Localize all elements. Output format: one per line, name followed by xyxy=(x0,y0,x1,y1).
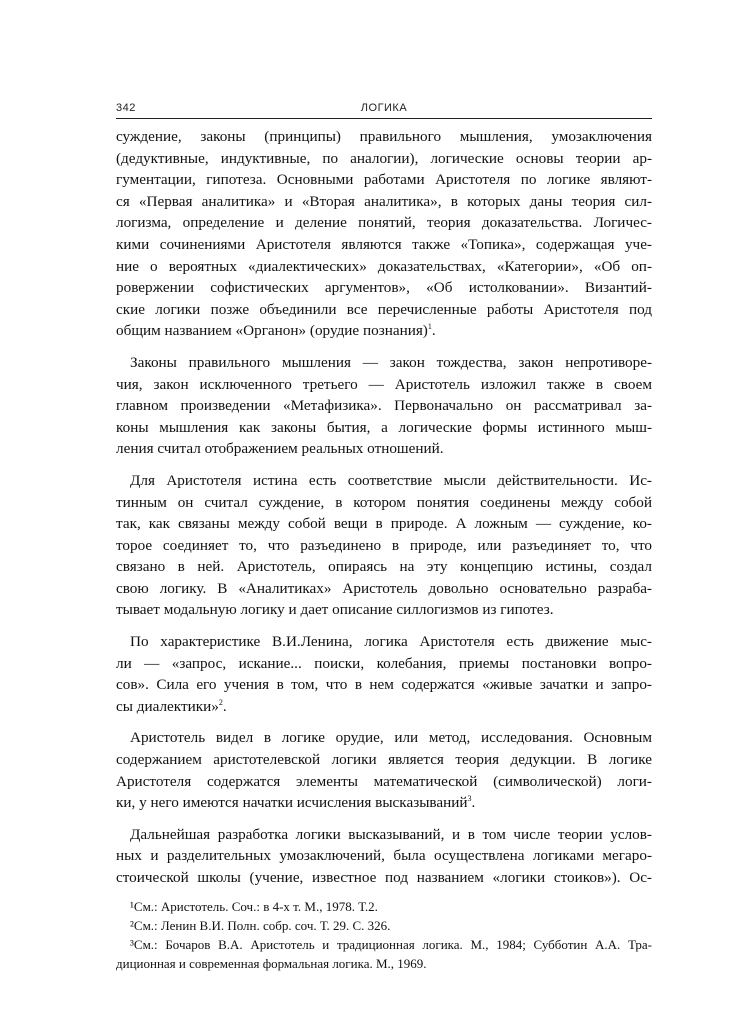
footnote: диционная и современная формальная логика. М., 1969. xyxy=(116,955,427,971)
paragraph xyxy=(116,727,652,813)
footnote: ²См.: Ленин В.И. Полн. собр. соч. Т. 29. С. 326. xyxy=(130,917,391,933)
text-line: ся «Первая аналитика» и «Вторая аналитика», в которых даны теория сил- xyxy=(116,192,652,210)
text-line: Для Аристотеля истина есть соответствие мысли действительности. Ис- xyxy=(130,471,652,489)
footnote-ref: 1 xyxy=(427,322,432,332)
text-line: ления считал отображением реальных отношений. xyxy=(116,440,444,458)
text-line: свою логику. В «Аналитиках» Аристотель довольно основательно разраба- xyxy=(116,579,652,597)
text-line: логизма, определение и деление понятий, теория доказательства. Логичес- xyxy=(116,214,652,232)
page-header xyxy=(116,100,652,119)
text-line: содержанием аристотелевской логики является теория дедукции. В логике xyxy=(116,751,652,769)
text-line: Аристотель видел в логике орудие, или метод, исследования. Основным xyxy=(130,729,652,747)
text-line: ных и разделительных умозаключений, была осуществлена логиками мегаро- xyxy=(116,847,652,865)
text-line: сы диалектики»$^2$. xyxy=(116,697,227,715)
footnote-ref: 3 xyxy=(467,794,472,804)
text-line: торое соединяет то, что разъединено в природе, или разъединяет то, что xyxy=(116,536,652,554)
text-line-content: ки, у него имеются начатки исчисления высказываний xyxy=(116,794,468,812)
text-line: (дедуктивные, индуктивные, по аналогии), логические основы теории ар- xyxy=(116,149,652,167)
page-number: 342 xyxy=(116,102,136,114)
text-line: Аристотеля содержатся элементы математической (символической) логи- xyxy=(116,772,652,790)
text-line: кими сочинениями Аристотеля являются также «Топика», содержащая уче- xyxy=(116,235,652,253)
text-line: Законы правильного мышления — закон тождества, закон непротиворе- xyxy=(130,353,652,371)
text-line: Дальнейшая разработка логики высказываний, и в том числе теории услов- xyxy=(130,825,652,843)
body-text xyxy=(116,126,652,973)
paragraph xyxy=(116,631,652,717)
text-line: суждение, законы (принципы) правильного мышления, умозаключения xyxy=(116,128,652,145)
text-line: главном произведении «Метафизика». Первоначально он рассматривал за- xyxy=(116,397,652,415)
text-line: стоической школы (учение, известное под названием «логики стоиков»). Ос- xyxy=(116,869,652,886)
running-title: ЛОГИКА xyxy=(360,102,408,114)
footnote: ¹См.: Аристотель. Соч.: в 4-х т. М., 1978. Т.2. xyxy=(130,898,378,914)
text-line: тывает модальную логику и дает описание силлогизмов из гипотез. xyxy=(116,601,554,619)
text-line: связано в ней. Аристотель, опираясь на эту концепцию истины, создал xyxy=(116,558,652,576)
text-line: чия, закон исключенного третьего — Аристотель изложил также в своем xyxy=(116,375,652,393)
text-line: ские логики позже объединили все перечисленные работы Аристотеля под xyxy=(116,300,652,318)
text-line: По характеристике В.И.Ленина, логика Аристотеля есть движение мыс- xyxy=(130,633,652,651)
text-line-content: сы диалектики» xyxy=(116,697,219,715)
footnotes xyxy=(116,897,652,973)
paragraph xyxy=(116,352,652,460)
text-line: сов». Сила его учения в том, что в нем содержатся «живые зачатки и запро- xyxy=(116,676,652,694)
text-line: коны мышления как законы бытия, а логические формы истинного мыш- xyxy=(116,418,652,436)
text-line: ние о вероятных «диалектических» доказательствах, «Категории», «Об оп- xyxy=(116,257,652,275)
text-line: тинным он считал суждение, в котором понятия соединены между собой xyxy=(116,493,652,511)
paragraph xyxy=(116,470,652,621)
paragraph xyxy=(116,824,652,889)
text-line: гументации, гипотеза. Основными работами Аристотеля по логике являют- xyxy=(116,171,652,189)
text-line: ли — «запрос, искание... поиски, колебания, приемы постановки вопро- xyxy=(116,654,652,672)
text-line: ки, у него имеются начатки исчисления высказываний$^3$. xyxy=(116,794,476,812)
text-line: ровержении софистических аргументов», «Об истолковании». Византий- xyxy=(116,279,652,297)
text-line: общим названием «Органон» (орудие познания)$^1$. xyxy=(116,322,436,340)
footnote: ³См.: Бочаров В.А. Аристотель и традиционная логика. М., 1984; Субботин А.А. Тра- xyxy=(130,936,652,952)
text-line: так, как связаны между собой вещи в природе. А ложным — суждение, ко- xyxy=(116,515,652,533)
paragraph xyxy=(116,126,652,342)
footnote-ref: 2 xyxy=(218,697,223,707)
text-line-content: общим названием «Органон» (орудие познания) xyxy=(116,322,428,340)
